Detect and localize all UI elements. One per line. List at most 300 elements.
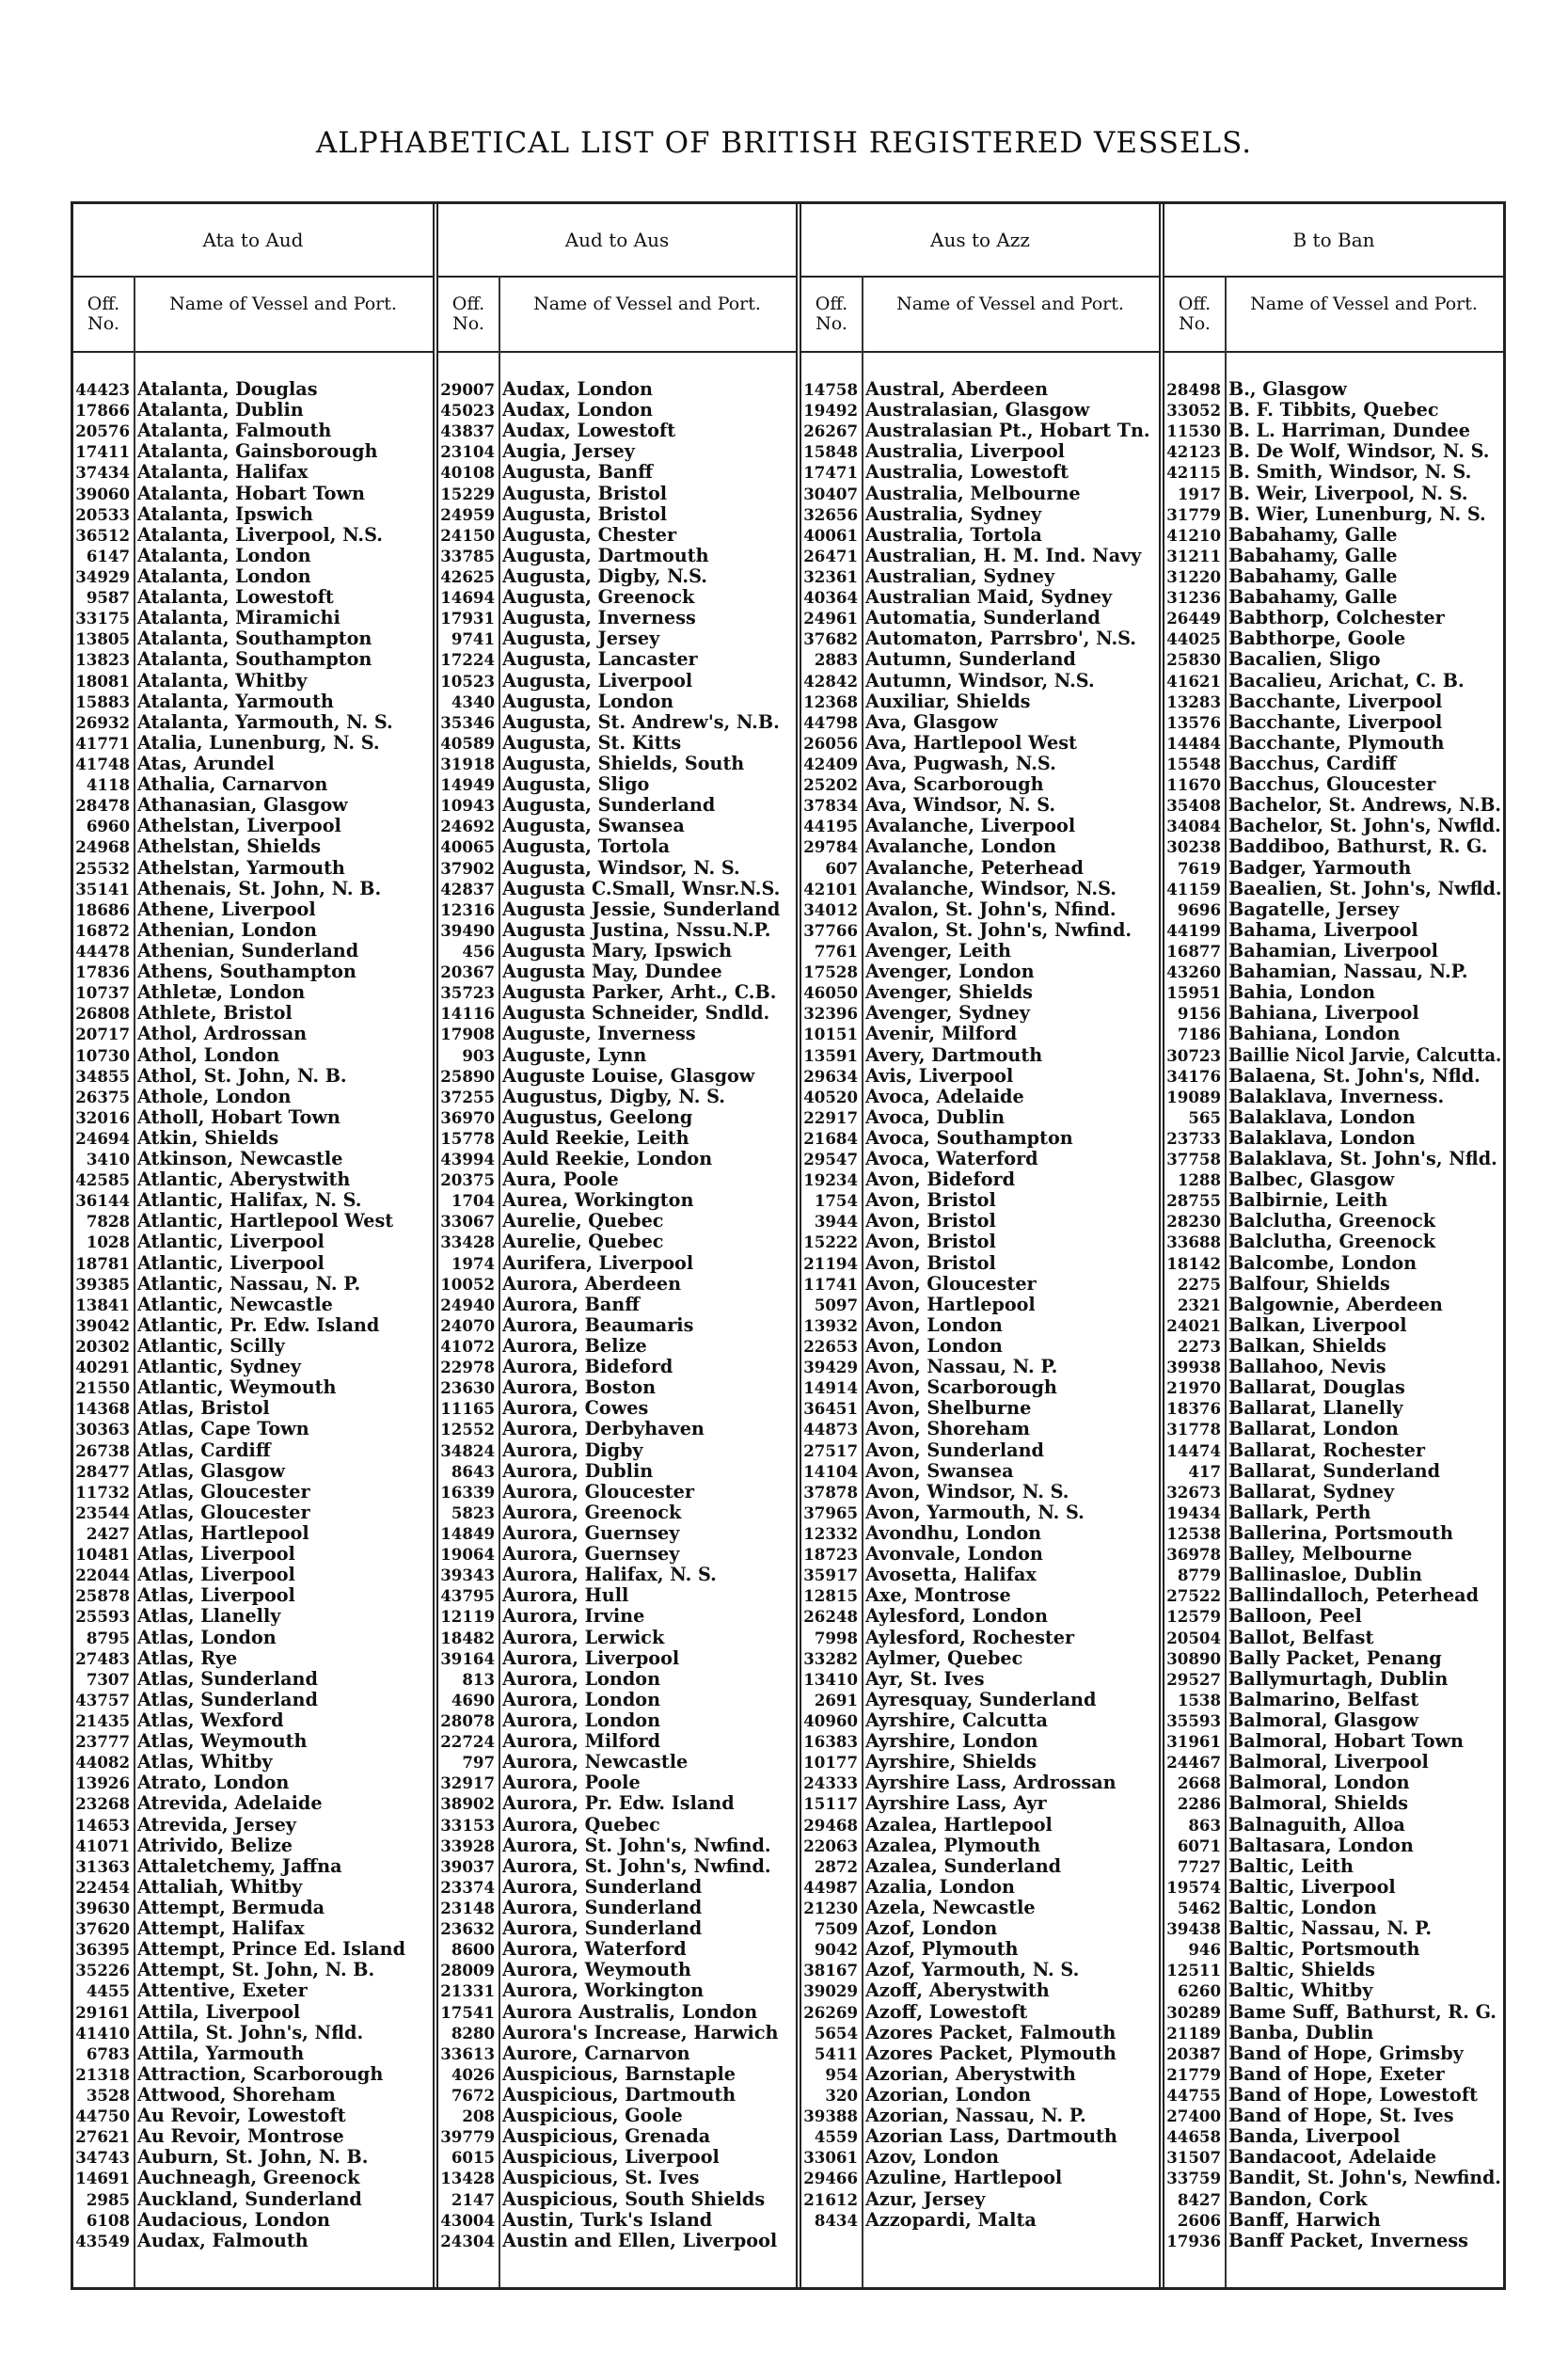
- vessel-row: [801, 2126, 1159, 2147]
- vessel-name-port: Augustus, Digby, N. S.: [502, 1085, 725, 1107]
- official-number: 17936: [1166, 2231, 1221, 2250]
- vessel-row: [438, 2002, 796, 2023]
- vessel-row: [73, 608, 433, 628]
- vessel-name-port: Augusta May, Dundee: [502, 961, 722, 983]
- vessel-row: [73, 566, 433, 587]
- vessel-name-port: Atlas, Whitby: [137, 1751, 273, 1773]
- vessel-name-port: Athenais, St. John, N. B.: [137, 877, 382, 899]
- vessel-name-port: Aurora, Lerwick: [502, 1626, 665, 1648]
- vessel-row: [1164, 2106, 1503, 2126]
- vessel-name-port: Augusta, Sligo: [502, 773, 650, 796]
- vessel-name-port: Atlantic, Liverpool: [137, 1231, 325, 1253]
- official-number: 2273: [1177, 1337, 1221, 1357]
- official-number: 39060: [75, 484, 130, 503]
- official-number: 34929: [75, 566, 130, 586]
- vessel-row: [73, 1211, 433, 1232]
- vessel-row: [801, 1793, 1159, 1814]
- official-number: 36395: [75, 1940, 130, 1960]
- vessel-name-port: Baltic, Leith: [1228, 1854, 1354, 1877]
- vessel-row: [801, 2106, 1159, 2126]
- vessel-row: [801, 1377, 1159, 1398]
- vessel-row: [1164, 379, 1503, 400]
- vessel-row: [1164, 2168, 1503, 2188]
- vessel-row: [1164, 1544, 1503, 1565]
- vessel-name-port: Augusta, Swansea: [502, 815, 685, 837]
- vessel-name-port: Banda, Liverpool: [1228, 2125, 1401, 2148]
- vessel-row: [438, 962, 796, 982]
- vessel-name-port: Atrato, London: [137, 1772, 290, 1794]
- vessel-row: [438, 1274, 796, 1295]
- official-number: 41410: [75, 2023, 130, 2043]
- vessel-name-port: Auchneagh, Greenock: [137, 2167, 360, 2189]
- official-number: 42115: [1166, 463, 1221, 483]
- official-number: 28498: [1166, 380, 1221, 399]
- official-number: 37878: [803, 1482, 858, 1502]
- vessel-name-port: Baltic, Portsmouth: [1228, 1938, 1420, 1961]
- vessel-row: [438, 1440, 796, 1461]
- official-number: 15848: [803, 442, 858, 462]
- vessel-row: [1164, 1377, 1503, 1398]
- vessel-row: [438, 546, 796, 566]
- vessel-row: [801, 1169, 1159, 1190]
- vessel-name-port: Bame Suff, Bathurst, R. G.: [1228, 2000, 1497, 2023]
- vessel-name-port: Atalanta, Ipswich: [137, 502, 313, 525]
- vessel-row: [438, 2023, 796, 2043]
- official-number: 18686: [75, 899, 130, 919]
- vessel-name-port: Azorian, Aberystwith: [865, 2062, 1076, 2085]
- vessel-row: [801, 858, 1159, 879]
- vessel-row: [1164, 1128, 1503, 1149]
- vessel-row: [1164, 1149, 1503, 1169]
- vessel-name-port: Auxiliar, Shields: [865, 690, 1031, 712]
- vessel-row: [1164, 421, 1503, 441]
- official-number: 28477: [75, 1461, 130, 1481]
- vessel-row: [73, 1648, 433, 1669]
- vessel-row: [73, 1856, 433, 1877]
- official-number: 14116: [440, 1004, 495, 1024]
- vessel-row: [801, 504, 1159, 525]
- vessel-row: [1164, 587, 1503, 608]
- official-number: 7828: [86, 1212, 130, 1232]
- official-number: 44750: [75, 2107, 130, 2126]
- official-number: 17866: [75, 401, 130, 421]
- official-number: 31961: [1166, 1732, 1221, 1752]
- vessel-row: [1164, 1690, 1503, 1710]
- official-number: 31778: [1166, 1420, 1221, 1439]
- official-number: 40520: [803, 1087, 858, 1106]
- official-number: 3528: [86, 2085, 130, 2105]
- vessel-name-port: Azela, Newcastle: [865, 1896, 1036, 1918]
- official-number: 10943: [440, 796, 495, 816]
- official-number: 40364: [803, 588, 858, 608]
- vessel-name-port: Athene, Liverpool: [137, 898, 316, 920]
- vessel-row: [73, 1898, 433, 1918]
- vessel-row: [438, 2210, 796, 2231]
- official-number: 45023: [440, 401, 495, 421]
- official-number: 24692: [440, 817, 495, 836]
- official-number: 12332: [803, 1524, 858, 1544]
- vessel-row: [438, 1815, 796, 1836]
- vessel-name-port: Aylesford, Rochester: [865, 1626, 1075, 1648]
- vessel-row: [73, 2210, 433, 2231]
- official-number: 37434: [75, 463, 130, 483]
- vessel-name-port: Balfour, Shields: [1228, 1272, 1390, 1295]
- vessel-row: [73, 982, 433, 1003]
- official-number: 43837: [440, 421, 495, 441]
- vessel-name-port: Atlas, Liverpool: [137, 1543, 295, 1566]
- official-number: 27522: [1166, 1586, 1221, 1606]
- vessel-name-port: Babahamy, Galle: [1228, 523, 1398, 546]
- official-number: 11670: [1166, 775, 1221, 795]
- official-number: 12579: [1166, 1607, 1221, 1627]
- official-number: 23374: [440, 1877, 495, 1897]
- official-number: 33061: [803, 2148, 858, 2168]
- vessel-row: [801, 1836, 1159, 1856]
- vessel-row: [1164, 2189, 1503, 2210]
- vessel-name-port: Azorian, Nassau, N. P.: [865, 2105, 1086, 2127]
- vessel-name-port: Bandon, Cork: [1228, 2187, 1368, 2210]
- vessel-name-port: Athole, London: [137, 1085, 292, 1107]
- official-number: 21331: [440, 1981, 495, 2001]
- vessel-row: [1164, 1669, 1503, 1690]
- official-number: 33153: [440, 1815, 495, 1835]
- official-number: 14914: [803, 1378, 858, 1398]
- vessel-row: [1164, 1731, 1503, 1752]
- vessel-row: [438, 1690, 796, 1710]
- official-number: 5823: [451, 1502, 495, 1522]
- vessel-name-port: Ava, Scarborough: [865, 773, 1044, 796]
- vessel-name-port: Avon, London: [865, 1313, 1003, 1336]
- official-number: 7727: [1177, 1856, 1221, 1876]
- vessel-name-port: Ballarat, Douglas: [1228, 1376, 1405, 1399]
- vessel-name-port: Babthorpe, Goole: [1228, 628, 1406, 650]
- official-number: 7307: [86, 1669, 130, 1689]
- vessel-row: [801, 2189, 1159, 2210]
- official-number: 17908: [440, 1025, 495, 1044]
- vessel-name-port: Auguste Louise, Glasgow: [502, 1064, 755, 1087]
- official-number: 39029: [803, 1981, 858, 2001]
- vessel-name-port: Aurora, Cowes: [502, 1397, 649, 1420]
- vessel-name-port: Atalanta, Southampton: [137, 648, 372, 671]
- vessel-row: [73, 2189, 433, 2210]
- vessel-name-port: Atlas, Weymouth: [137, 1730, 308, 1753]
- vessel-name-port: Augusta, Tortola: [502, 835, 671, 858]
- vessel-name-port: Atalanta, London: [137, 544, 311, 566]
- official-number: 25830: [1166, 650, 1221, 670]
- official-number: 33928: [440, 1836, 495, 1855]
- official-number: 25890: [440, 1066, 495, 1086]
- vessel-row: [801, 1253, 1159, 1274]
- vessel-row: [801, 1815, 1159, 1836]
- official-number: 36978: [1166, 1545, 1221, 1565]
- official-number: 39938: [1166, 1358, 1221, 1377]
- vessel-row: [1164, 2064, 1503, 2085]
- vessel-row: [73, 2168, 433, 2188]
- vessel-row: [801, 1898, 1159, 1918]
- vessel-name-port: Baltic, Nassau, N. P.: [1228, 1917, 1433, 1940]
- vessel-name-port: Atkin, Shields: [137, 1126, 279, 1149]
- vessel-name-port: Bacchante, Plymouth: [1228, 731, 1445, 754]
- vessel-name-port: Aurora, Aberdeen: [502, 1272, 682, 1295]
- vessel-name-port: Aurora, St. John's, Nwfind.: [502, 1854, 771, 1877]
- vessel-name-port: Auburn, St. John, N. B.: [137, 2146, 369, 2169]
- vessel-row: [1164, 1336, 1503, 1357]
- official-number: 607: [825, 858, 858, 878]
- official-number: 1754: [814, 1191, 858, 1211]
- official-number: 10151: [803, 1025, 858, 1044]
- official-number: 42409: [803, 754, 858, 773]
- vessel-name-port: Avon, Shoreham: [865, 1418, 1030, 1440]
- official-number: 12815: [803, 1586, 858, 1606]
- official-number: 863: [1188, 1815, 1221, 1835]
- official-number: 32361: [803, 566, 858, 586]
- official-number: 24021: [1166, 1315, 1221, 1335]
- official-number: 7761: [814, 941, 858, 961]
- vessel-row: [438, 462, 796, 483]
- vessel-row: [73, 1939, 433, 1960]
- vessel-row: [73, 1502, 433, 1523]
- vessel-name-port: Azores Packet, Plymouth: [865, 2042, 1117, 2064]
- vessel-row: [801, 1856, 1159, 1877]
- official-number: 10177: [803, 1753, 858, 1773]
- vessel-name-port: Aura, Poole: [502, 1169, 619, 1191]
- vessel-name-port: Australia, Liverpool: [865, 440, 1065, 463]
- vessel-name-port: Attempt, Prince Ed. Island: [137, 1938, 406, 1961]
- official-number: 31211: [1166, 546, 1221, 565]
- vessel-name-port: Athol, Ardrossan: [137, 1023, 308, 1045]
- vessel-name-port: Atalanta, Halifax: [137, 461, 309, 484]
- official-number: 24150: [440, 525, 495, 545]
- official-number: 34176: [1166, 1066, 1221, 1086]
- vessel-row: [438, 1107, 796, 1128]
- vessel-row: [801, 1149, 1159, 1169]
- vessel-name-port: Aurora, Irvine: [502, 1605, 645, 1628]
- vessel-name-port: Aurora, London: [502, 1667, 661, 1690]
- official-number: 11165: [440, 1399, 495, 1419]
- vessel-name-port: Avon, Shelburne: [865, 1397, 1032, 1420]
- vessel-row: [438, 1752, 796, 1773]
- vessel-name-port: Au Revoir, Lowestoft: [137, 2105, 346, 2127]
- official-number: 32917: [440, 1773, 495, 1793]
- vessel-name-port: Balmoral, Liverpool: [1228, 1751, 1429, 1773]
- official-number: 43757: [75, 1690, 130, 1709]
- vessel-name-port: Band of Hope, Grimsby: [1228, 2042, 1464, 2064]
- vessel-name-port: Ava, Pugwash, N.S.: [865, 752, 1056, 774]
- vessel-name-port: Augusta, Banff: [502, 461, 654, 484]
- vessel-row: [801, 1980, 1159, 2001]
- vessel-row: [1164, 1045, 1503, 1066]
- vessel-row: [801, 1003, 1159, 1024]
- vessel-row: [1164, 1648, 1503, 1669]
- vessel-name-port: Australian, H. M. Ind. Navy: [865, 544, 1142, 566]
- official-number: 37902: [440, 858, 495, 878]
- vessel-row: [438, 941, 796, 962]
- vessel-name-port: Avon, Nassau, N. P.: [865, 1356, 1058, 1378]
- vessel-row: [1164, 2231, 1503, 2251]
- official-number: 27517: [803, 1440, 858, 1460]
- vessel-name-port: Aurelie, Quebec: [502, 1231, 664, 1253]
- vessel-name-port: Audax, London: [502, 378, 653, 400]
- official-number: 1288: [1177, 1170, 1221, 1190]
- vessel-row: [73, 1149, 433, 1169]
- vessel-row: [438, 1003, 796, 1024]
- vessel-row: [801, 462, 1159, 483]
- official-number: 35226: [75, 1961, 130, 1980]
- vessel-row: [801, 754, 1159, 774]
- official-number: 40065: [440, 837, 495, 857]
- vessel-row: [801, 1690, 1159, 1710]
- official-number: 35723: [440, 983, 495, 1003]
- vessel-name-port: Azalea, Hartlepool: [865, 1813, 1053, 1836]
- vessel-name-port: Avonvale, London: [865, 1543, 1043, 1566]
- vessel-name-port: Avon, Yarmouth, N. S.: [865, 1501, 1085, 1523]
- official-number: 21612: [803, 2189, 858, 2209]
- vessel-name-port: B. Smith, Windsor, N. S.: [1228, 461, 1472, 484]
- official-number: 44082: [75, 1753, 130, 1773]
- vessel-row: [73, 733, 433, 754]
- vessel-name-port: Babahamy, Galle: [1228, 586, 1398, 609]
- vessel-name-port: Ballarat, Sydney: [1228, 1480, 1395, 1502]
- vessel-name-port: Balaklava, Inverness.: [1228, 1085, 1445, 1107]
- official-number: 4340: [451, 692, 495, 711]
- official-number: 23777: [75, 1732, 130, 1752]
- vessel-name-port: B. F. Tibbits, Quebec: [1228, 399, 1439, 421]
- name-header: Name of Vessel and Port.: [533, 294, 761, 314]
- vessel-row: [73, 1710, 433, 1731]
- vessel-row: [801, 1585, 1159, 1606]
- official-number: 9741: [451, 629, 495, 649]
- vessel-name-port: Ballarat, Rochester: [1228, 1439, 1425, 1461]
- vessel-row: [73, 1087, 433, 1107]
- vessel-name-port: Banba, Dublin: [1228, 2021, 1374, 2043]
- official-number: 30363: [75, 1420, 130, 1439]
- official-number: 33067: [440, 1212, 495, 1232]
- vessel-name-port: Augusta, St. Kitts: [502, 731, 682, 754]
- vessel-name-port: Attila, St. John's, Nfld.: [137, 2021, 364, 2043]
- official-number: 26267: [803, 421, 858, 441]
- off-no-header: Off. No.: [1178, 294, 1212, 334]
- vessel-name-port: Atlas, Glasgow: [137, 1459, 285, 1482]
- vessel-row: [1164, 1295, 1503, 1315]
- vessel-row: [438, 504, 796, 525]
- vessel-row: [438, 1877, 796, 1898]
- official-number: 34084: [1166, 817, 1221, 836]
- vessel-row: [438, 1710, 796, 1731]
- vessel-name-port: Bachelor, St. Andrews, N.B.: [1228, 794, 1501, 817]
- vessel-row: [438, 920, 796, 941]
- vessel-row: [438, 1793, 796, 1814]
- vessel-name-port: Bahama, Liverpool: [1228, 918, 1418, 941]
- off-no-header: Off. No.: [451, 294, 485, 334]
- column-1: [73, 204, 433, 2287]
- vessel-row: [1164, 1169, 1503, 1190]
- vessel-name-port: Balley, Melbourne: [1228, 1543, 1413, 1566]
- vessel-name-port: Austral, Aberdeen: [865, 378, 1049, 400]
- vessel-name-port: Aurora, Sunderland: [502, 1875, 703, 1898]
- vessel-row: [438, 816, 796, 836]
- vessel-name-port: Atlas, Rye: [137, 1646, 238, 1669]
- vessel-row: [1164, 2002, 1503, 2023]
- row-list: [438, 379, 796, 2251]
- vessel-row: [801, 712, 1159, 733]
- official-number: 23630: [440, 1378, 495, 1398]
- vessel-row: [801, 692, 1159, 712]
- vessel-row: [801, 1877, 1159, 1898]
- official-number: 26269: [803, 2002, 858, 2022]
- vessel-row: [1164, 441, 1503, 462]
- official-number: 5654: [814, 2023, 858, 2043]
- official-number: 8779: [1177, 1566, 1221, 1585]
- official-number: 15951: [1166, 983, 1221, 1003]
- official-number: 41621: [1166, 671, 1221, 691]
- vessel-name-port: Avalanche, Windsor, N.S.: [865, 877, 1117, 899]
- vessel-name-port: Aurora, Sunderland: [502, 1896, 703, 1918]
- vessel-name-port: Bacchus, Gloucester: [1228, 773, 1436, 796]
- name-header: Name of Vessel and Port.: [169, 294, 397, 314]
- vessel-row: [1164, 566, 1503, 587]
- official-number: 14653: [75, 1815, 130, 1835]
- vessel-name-port: Augusta Parker, Arht., C.B.: [502, 981, 777, 1004]
- vessel-row: [1164, 2085, 1503, 2106]
- vessel-row: [438, 1939, 796, 1960]
- official-number: 33759: [1166, 2169, 1221, 2188]
- vessel-name-port: Bahia, London: [1228, 981, 1376, 1004]
- vessel-row: [801, 2023, 1159, 2043]
- vessel-row: [801, 1232, 1159, 1252]
- vessel-name-port: Aurelie, Quebec: [502, 1210, 664, 1232]
- official-number: 20367: [440, 962, 495, 982]
- official-number: 33613: [440, 2043, 495, 2063]
- vessel-name-port: Athletæ, London: [137, 981, 306, 1004]
- official-number: 32016: [75, 1107, 130, 1127]
- vessel-row: [1164, 400, 1503, 421]
- vessel-name-port: Azzopardi, Malta: [865, 2208, 1037, 2231]
- vessel-name-port: Auld Reekie, Leith: [502, 1126, 689, 1149]
- vessel-name-port: Automatia, Sunderland: [865, 607, 1101, 629]
- official-number: 36451: [803, 1399, 858, 1419]
- vessel-row: [438, 1523, 796, 1544]
- vessel-name-port: Aylesford, London: [865, 1605, 1048, 1628]
- official-number: 40589: [440, 733, 495, 753]
- vessel-row: [73, 2002, 433, 2023]
- vessel-name-port: Atholl, Hobart Town: [137, 1105, 341, 1128]
- vessel-name-port: Augusta C.Small, Wnsr.N.S.: [502, 877, 781, 899]
- vessel-row: [73, 400, 433, 421]
- vessel-name-port: Atlas, London: [137, 1626, 277, 1648]
- official-number: 41748: [75, 754, 130, 773]
- vessel-name-port: Ayrshire, Calcutta: [865, 1709, 1048, 1731]
- vessel-row: [801, 1482, 1159, 1502]
- official-number: 32396: [803, 1004, 858, 1024]
- vessel-name-port: Atalanta, Liverpool, N.S.: [137, 523, 383, 546]
- official-number: 7186: [1177, 1025, 1221, 1044]
- vessel-name-port: Avenger, Leith: [865, 939, 1011, 962]
- official-number: 21779: [1166, 2064, 1221, 2084]
- vessel-name-port: Avery, Dartmouth: [865, 1043, 1043, 1066]
- official-number: 40108: [440, 463, 495, 483]
- vessel-name-port: Aurore, Carnarvon: [502, 2042, 690, 2064]
- vessel-row: [1164, 1628, 1503, 1648]
- official-number: 4026: [451, 2064, 495, 2084]
- official-number: 13926: [75, 1773, 130, 1793]
- official-number: 34012: [803, 899, 858, 919]
- vessel-row: [73, 441, 433, 462]
- official-number: 29784: [803, 837, 858, 857]
- vessel-row: [801, 879, 1159, 899]
- vessel-row: [438, 628, 796, 649]
- official-number: 14849: [440, 1524, 495, 1544]
- vessel-row: [1164, 712, 1503, 733]
